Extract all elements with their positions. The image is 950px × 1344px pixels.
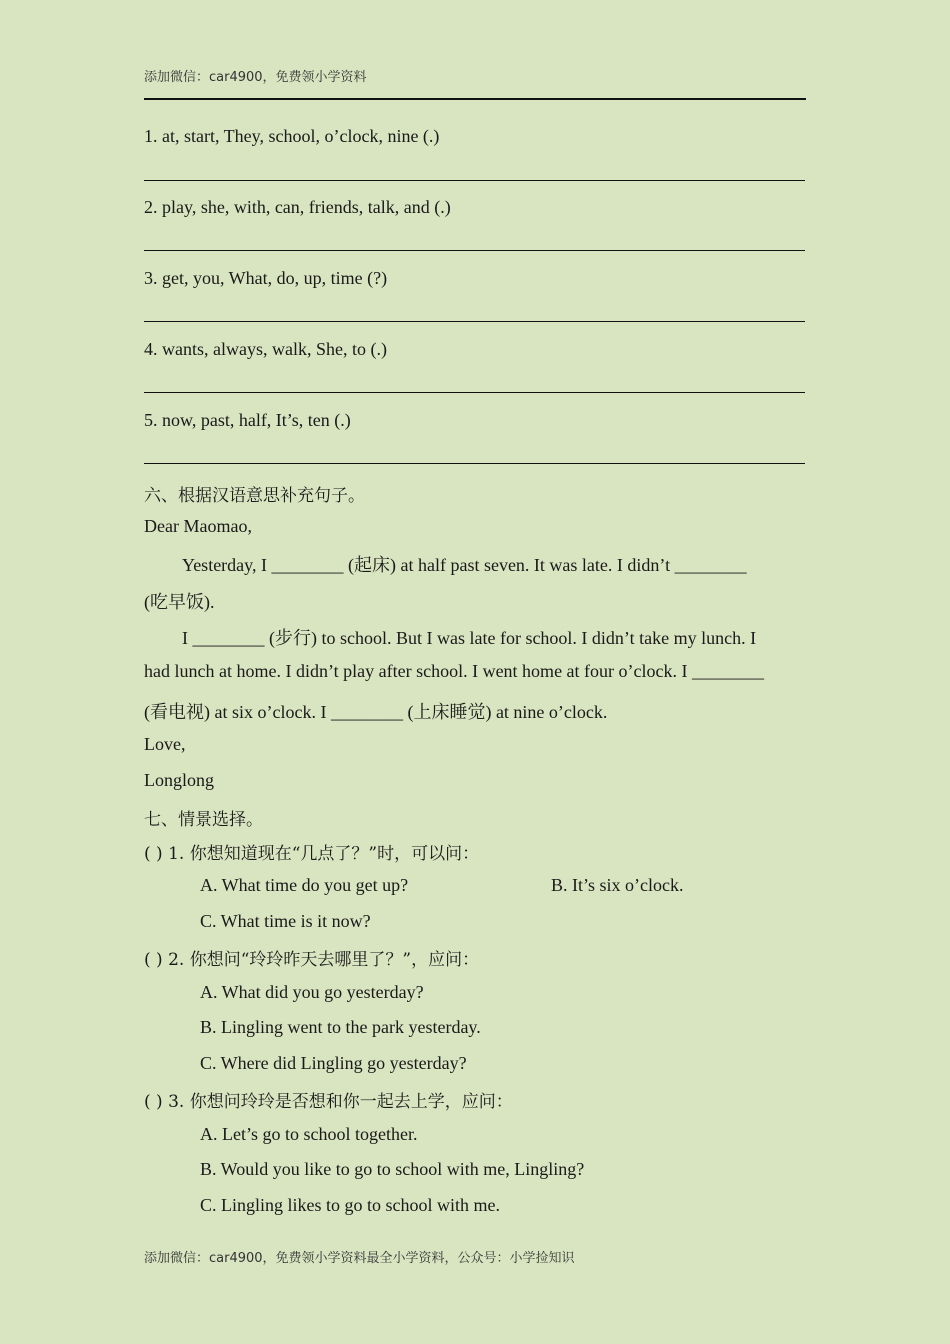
letter-paragraph2-line1: I ________ (步行) to school. But I was late for school. I didn’t take my lunch. I [182,628,757,648]
question-3-stem: ( ) 3. 你想问玲玲是否想和你一起去上学，应问： [144,1092,513,1112]
question-3-option-c: C. Lingling likes to go to school with me. [200,1195,500,1215]
ordering-item-3: 3. get, you, What, do, up, time (?) [144,268,388,288]
question-2-option-a: A. What did you go yesterday? [200,982,424,1002]
question-1-option-a: A. What time do you get up? [200,875,409,895]
letter-paragraph1-line2: (吃早饭). [144,592,215,612]
header-divider [144,98,806,100]
question-1-option-c: C. What time is it now? [200,911,371,931]
answer-line-5 [144,463,805,464]
question-3-option-b: B. Would you like to go to school with me, Lingling? [200,1159,585,1179]
letter-paragraph2-line3: (看电视) at six o’clock. I ________ (上床睡觉) at nine o’clock. [144,702,608,722]
question-3-option-a: A. Let’s go to school together. [200,1124,418,1144]
ordering-item-2: 2. play, she, with, can, friends, talk, and (.) [144,197,451,217]
section7-title: 七、情景选择。 [144,810,263,830]
letter-signature: Longlong [144,770,214,790]
question-1-stem: ( ) 1. 你想知道现在“几点了？”时，可以问： [144,844,480,864]
question-2-option-c: C. Where did Lingling go yesterday? [200,1053,467,1073]
ordering-item-5: 5. now, past, half, It’s, ten (.) [144,410,351,430]
page-header: 添加微信：car4900，免费领小学资料 [144,70,367,85]
answer-line-1 [144,180,805,181]
ordering-item-4: 4. wants, always, walk, She, to (.) [144,339,387,359]
letter-greeting: Dear Maomao, [144,516,252,536]
question-2-stem: ( ) 2. 你想问“玲玲昨天去哪里了？”，应问： [144,950,480,970]
answer-line-2 [144,250,805,251]
ordering-item-1: 1. at, start, They, school, o’clock, nine (.) [144,126,440,146]
answer-line-3 [144,321,805,322]
page-footer: 添加微信：car4900，免费领小学资料最全小学资料，公众号：小学捡知识 [144,1251,575,1266]
answer-line-4 [144,392,805,393]
section6-title: 六、根据汉语意思补充句子。 [144,486,365,506]
letter-closing: Love, [144,734,186,754]
question-1-option-b: B. It’s six o’clock. [551,875,684,895]
letter-paragraph2-line2: had lunch at home. I didn’t play after school. I went home at four o’clock. I ________ [144,661,764,681]
letter-paragraph1-line1: Yesterday, I ________ (起床) at half past seven. It was late. I didn’t ________ [182,555,747,575]
question-2-option-b: B. Lingling went to the park yesterday. [200,1017,481,1037]
